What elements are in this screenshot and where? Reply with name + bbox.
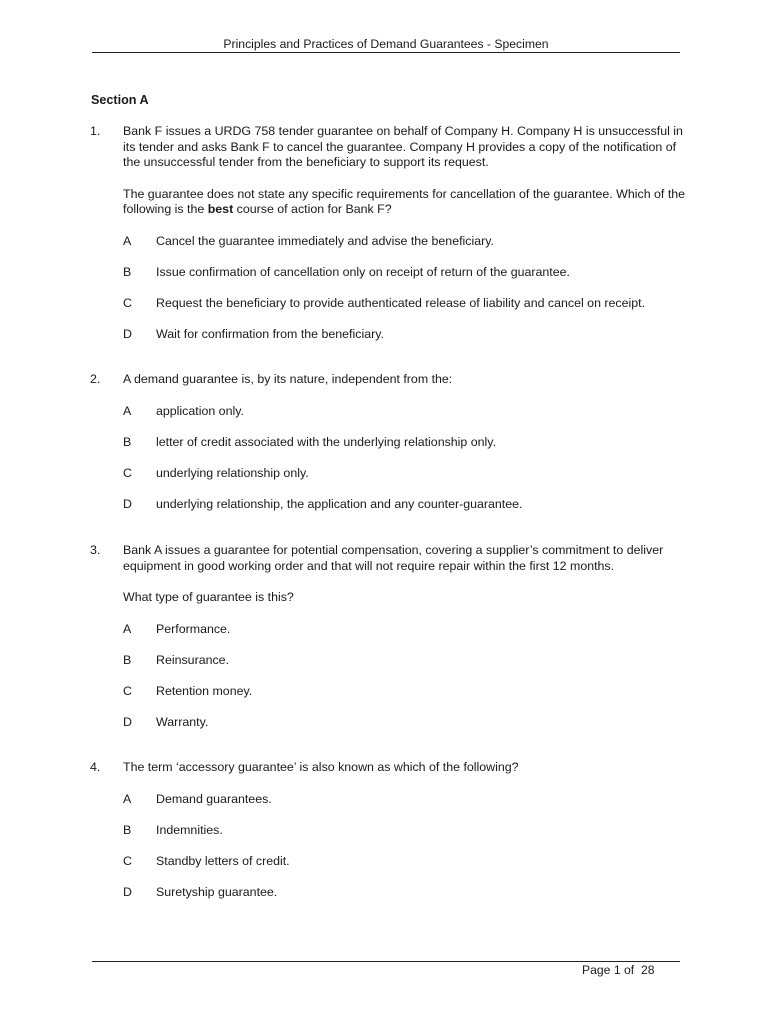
question-number: 3. xyxy=(90,543,101,557)
question-prompt xyxy=(123,187,690,218)
answer-option: D Wait for confirmation from the beneficiary. xyxy=(123,326,384,341)
question-4 xyxy=(90,760,690,916)
answer-option: C Standby letters of credit. xyxy=(123,853,290,868)
page-header: Principles and Practices of Demand Guarantees - Specimen xyxy=(223,37,549,51)
answer-option: D Warranty. xyxy=(123,714,209,729)
question-text: Bank F issues a URDG 758 tender guarantee on behalf of Company H. Company H is unsuccessful in its tender and asks Bank F to cancel the guarantee. Company H provides a copy of the notification of the unsuccessful tender from the beneficiary to support its request. xyxy=(123,124,683,169)
question-number: 4. xyxy=(90,760,101,774)
header-rule xyxy=(92,52,680,53)
answer-option: B Issue confirmation of cancellation only on receipt of return of the guarantee. xyxy=(123,264,570,279)
answer-option: A Performance. xyxy=(123,621,231,636)
question-3 xyxy=(90,543,690,746)
page-label: Page 1 of xyxy=(582,963,635,977)
answer-option: D underlying relationship, the application and any counter-guarantee. xyxy=(123,496,523,511)
question-2 xyxy=(90,372,690,528)
answer-option: C Request the beneficiary to provide authenticated release of liability and cancel on receipt. xyxy=(123,295,646,310)
answer-option: D Suretyship guarantee. xyxy=(123,884,278,899)
answer-option: A application only. xyxy=(123,403,244,418)
question-number: 1. xyxy=(90,124,101,138)
question-number: 2. xyxy=(90,372,101,386)
question-1 xyxy=(90,124,690,358)
answer-option: A Demand guarantees. xyxy=(123,791,272,806)
section-heading: Section A xyxy=(91,93,149,107)
question-prompt-lead: The guarantee does not state any specific requirements for cancellation of the guarantee. Which of the following is the best course of action for Bank F? xyxy=(123,186,686,216)
answer-option: C underlying relationship only. xyxy=(123,465,309,480)
question-text: The term ‘accessory guarantee’ is also known as which of the following? xyxy=(123,760,519,774)
answer-option: B letter of credit associated with the underlying relationship only. xyxy=(123,434,497,449)
question-prompt: What type of guarantee is this? xyxy=(123,590,294,604)
answer-option: B Indemnities. xyxy=(123,822,223,837)
answer-option: C Retention money. xyxy=(123,683,253,698)
question-text: Bank A issues a guarantee for potential compensation, covering a supplier’s commitment to deliver equipment in good working order and that will not require repair within the first 12 months. xyxy=(123,543,664,573)
answer-option: A Cancel the guarantee immediately and advise the beneficiary. xyxy=(123,233,494,248)
answer-option: B Reinsurance. xyxy=(123,652,230,667)
total-pages: 28 xyxy=(640,963,655,977)
page-number xyxy=(582,962,655,978)
emphasis-best: best xyxy=(207,202,234,216)
question-text: A demand guarantee is, by its nature, independent from the: xyxy=(123,372,453,386)
